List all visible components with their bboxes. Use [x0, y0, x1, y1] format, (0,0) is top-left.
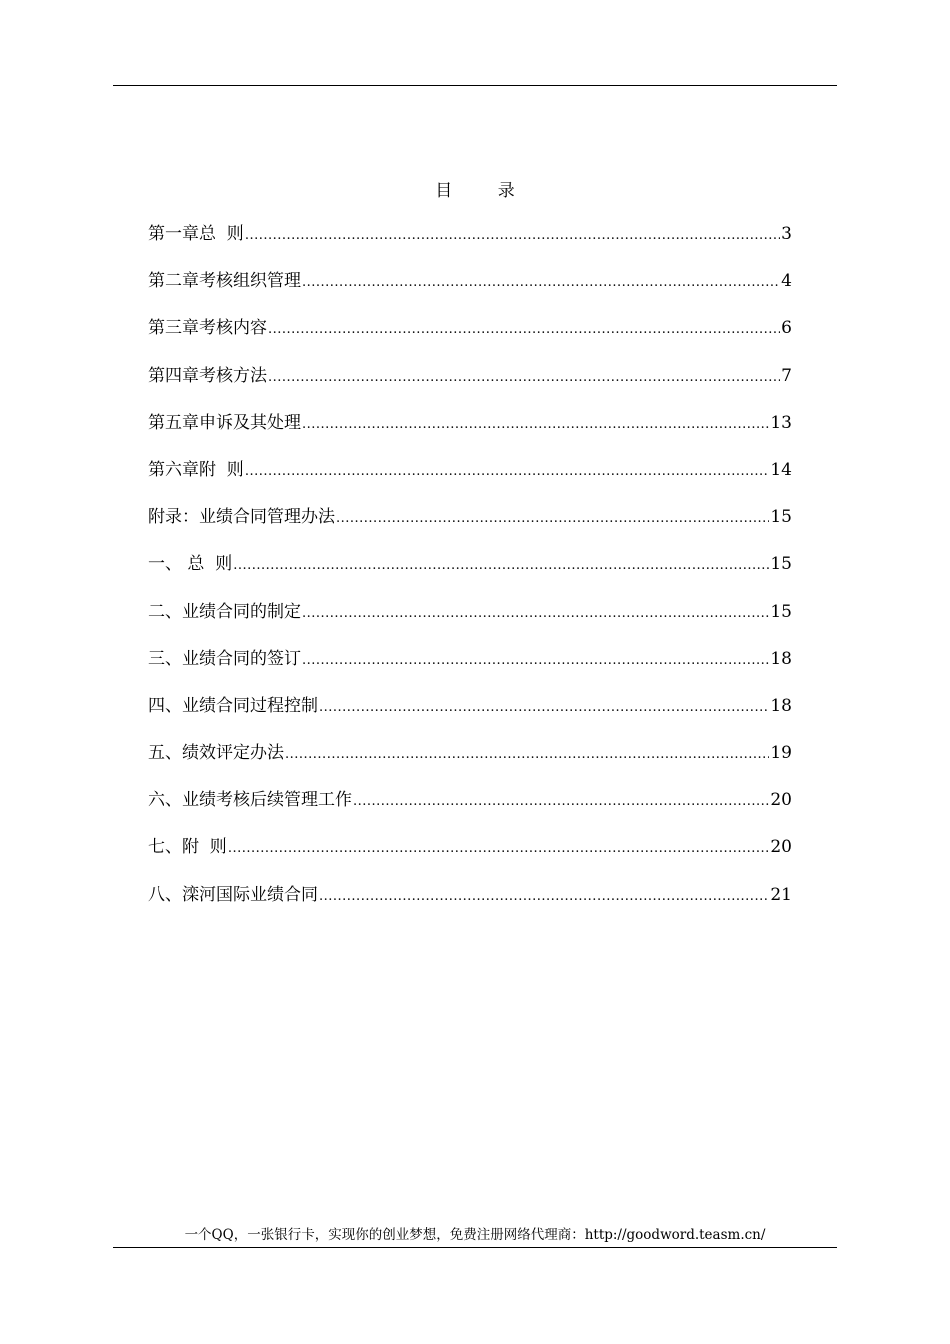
footer-rule	[113, 1247, 837, 1248]
toc-entry-label: 二、业绩合同的制定	[148, 601, 301, 622]
toc-entry-chapter-1[interactable]	[148, 222, 792, 269]
toc-entry-label: 八、滦河国际业绩合同	[148, 884, 318, 905]
toc-entry-label: 五、绩效评定办法	[148, 743, 284, 764]
toc-entry-label: 申诉及其处理	[199, 412, 301, 433]
toc-entry-appendix-7[interactable]	[148, 835, 792, 882]
toc-entry-page: 18	[770, 695, 792, 716]
toc-entry-appendix-6[interactable]	[148, 788, 792, 835]
footer-text: 一个QQ，一张银行卡，实现你的创业梦想，免费注册网络代理商：http://goodword.teasm.cn/	[184, 1227, 766, 1243]
toc-entry-label: 三、业绩合同的签订	[148, 648, 301, 669]
toc-dot-leader	[233, 554, 769, 578]
toc-entry-appendix-1[interactable]	[148, 552, 792, 599]
toc-dot-leader	[302, 602, 769, 626]
toc-entry-chapter-3[interactable]	[148, 316, 792, 363]
toc-entry-page: 21	[770, 884, 792, 905]
toc-dot-leader	[353, 790, 769, 814]
toc-dot-leader	[228, 837, 770, 861]
toc-entry-label: 考核内容	[199, 318, 267, 339]
toc-entry-number: 第三章	[148, 318, 199, 339]
toc-entry-appendix-2[interactable]	[148, 600, 792, 647]
toc-entry-chapter-6[interactable]	[148, 458, 792, 505]
toc-entry-label: 一、 总 则	[148, 554, 233, 575]
toc-entry-number: 第一章	[148, 224, 199, 244]
toc-entry-appendix-3[interactable]	[148, 647, 792, 694]
toc-title: 目 录	[435, 181, 535, 201]
toc-entry-number: 第六章	[148, 459, 199, 480]
toc-entry-page: 4	[781, 271, 792, 292]
toc-entry-page: 19	[770, 743, 792, 764]
toc-entry-appendix-5[interactable]	[148, 741, 792, 788]
toc-entry-page: 15	[770, 507, 792, 528]
toc-entry-page: 7	[781, 365, 792, 386]
toc-entry-chapter-4[interactable]	[148, 364, 792, 411]
toc-entry-page: 20	[770, 790, 792, 811]
toc-entry-label: 四、业绩合同过程控制	[148, 695, 318, 716]
toc-dot-leader	[319, 696, 769, 720]
toc-entry-label: 六、业绩考核后续管理工作	[148, 790, 352, 811]
toc-entry-page: 18	[770, 648, 792, 669]
toc-entry-appendix[interactable]	[148, 505, 792, 552]
toc-entry-label: 总 则	[199, 224, 244, 244]
toc-entry-appendix-8[interactable]	[148, 883, 792, 930]
toc-dot-leader	[285, 743, 769, 767]
toc-entry-page: 6	[781, 318, 792, 339]
toc-entry-label: 附录：业绩合同管理办法	[148, 507, 335, 528]
toc-entry-number: 第五章	[148, 412, 199, 433]
toc-entry-number: 第四章	[148, 365, 199, 386]
toc-dot-leader	[302, 271, 780, 295]
toc-dot-leader	[245, 460, 770, 484]
toc-entry-page: 13	[770, 412, 792, 433]
toc-entry-page: 15	[770, 554, 792, 575]
toc-entry-page: 15	[770, 601, 792, 622]
toc-entry-label: 七、附 则	[148, 837, 227, 858]
toc-entry-chapter-2[interactable]	[148, 269, 792, 316]
toc-dot-leader	[268, 318, 780, 342]
toc-entry-label: 考核组织管理	[199, 271, 301, 292]
toc-entry-chapter-5[interactable]	[148, 411, 792, 458]
toc-entry-number: 第二章	[148, 271, 199, 292]
toc-dot-leader	[245, 224, 780, 248]
toc-entry-page: 14	[770, 459, 792, 480]
toc-dot-leader	[336, 507, 769, 531]
toc-dot-leader	[302, 649, 769, 673]
toc-entry-page: 3	[781, 224, 792, 244]
toc-entry-appendix-4[interactable]	[148, 694, 792, 741]
toc-dot-leader	[319, 885, 769, 909]
table-of-contents	[148, 222, 792, 930]
toc-dot-leader	[302, 413, 769, 437]
header-rule	[113, 85, 837, 86]
toc-dot-leader	[268, 366, 780, 390]
toc-entry-label: 考核方法	[199, 365, 267, 386]
toc-entry-page: 20	[770, 837, 792, 858]
toc-entry-label: 附 则	[199, 459, 244, 480]
